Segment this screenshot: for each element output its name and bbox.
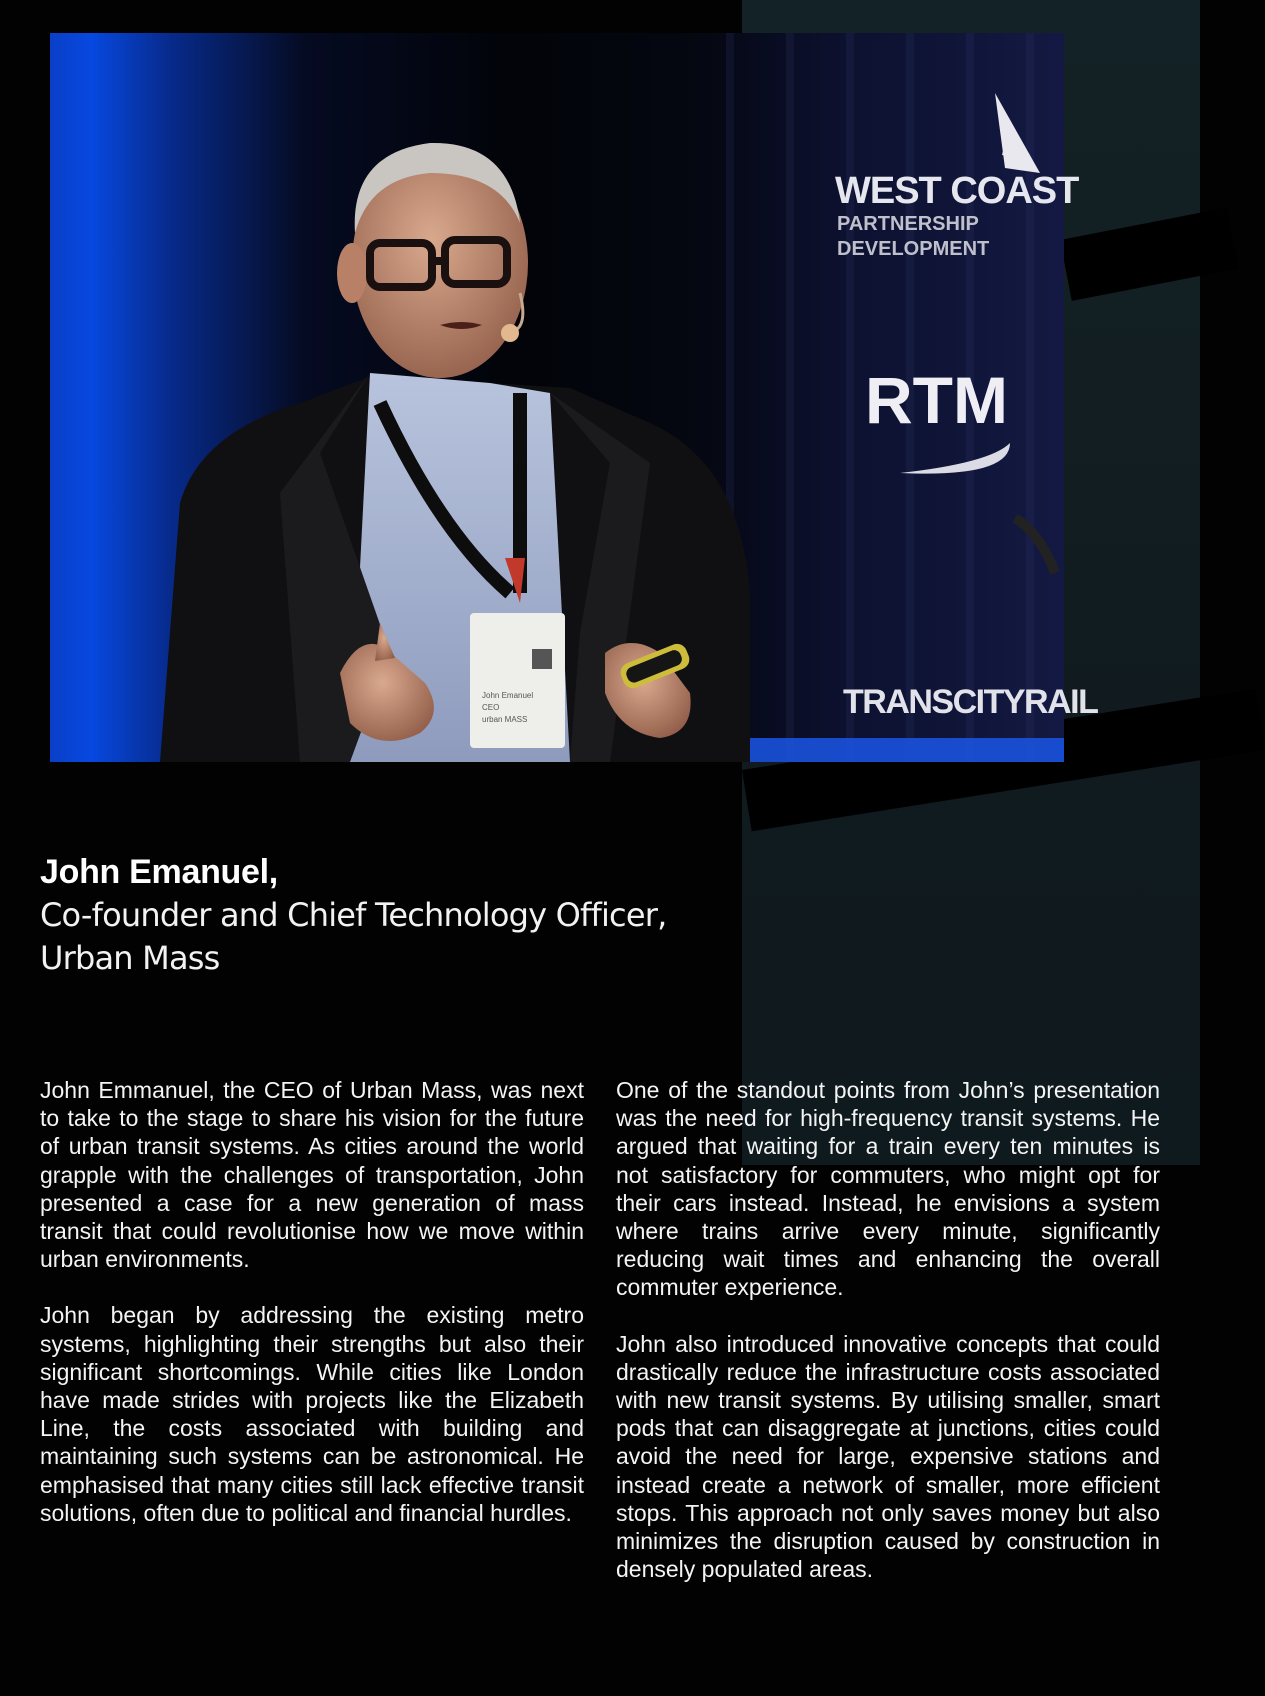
article-column-left <box>40 1076 584 1611</box>
article-paragraph: One of the standout points from John’s presentation was the need for high-frequency transit systems. He argued that waiting for a train every ten minutes is not satisfactory for commuters, who might opt for their cars instead. Instead, he envisions a system where trains arrive every minute, significantly reducing wait times and enhancing the overall commuter experience. <box>616 1077 1160 1301</box>
badge-company: urban MASS <box>482 715 528 724</box>
backdrop-sign-1: WEST COAST <box>835 170 1079 212</box>
name-badge <box>470 613 565 748</box>
article-paragraph: John began by addressing the existing metro systems, highlighting their strengths but also their significant shortcomings. While cities like London have made strides with projects like the Elizabeth Line, the costs associated with building and maintaining such systems can be astronomical. He emphasised that many cities still lack effective transit solutions, often due to political and financial hurdles. <box>40 1302 584 1526</box>
article-paragraph: John Emmanuel, the CEO of Urban Mass, was next to take to the stage to share his vision for the future of urban transit systems. As cities around the world grapple with the challenges of transportation, John presented a case for a new generation of mass transit that could revolutionise how we move within urban environments. <box>40 1077 584 1273</box>
backdrop-sign-2: PARTNERSHIP <box>837 213 979 235</box>
backdrop-sign-4: RTM <box>865 363 1008 437</box>
backdrop-sign-3: DEVELOPMENT <box>837 238 990 260</box>
speaker-caption <box>40 850 740 980</box>
article-paragraph: John also introduced innovative concepts that could drastically reduce the infrastructure costs associated with new transit systems. By utilising smaller, smart pods that can disaggregate at junctions, cities could avoid the need for large, expensive stations and instead create a network of smaller, more efficient stops. This approach not only saves money but also minimizes the disruption caused by construction in densely populated areas. <box>616 1330 1160 1583</box>
backdrop-sign-5: TRANSCITYRAIL <box>843 683 1098 721</box>
speaker-company: Urban Mass <box>40 939 220 977</box>
speaker-photo-illustration <box>50 33 1098 762</box>
article-body <box>40 1076 1160 1611</box>
article-column-right <box>616 1076 1160 1611</box>
badge-title: CEO <box>482 703 500 712</box>
speaker-photo <box>50 33 1098 762</box>
badge-name: John Emanuel <box>482 691 534 700</box>
speaker-role: Co-founder and Chief Technology Officer, <box>40 896 667 934</box>
speaker-name: John Emanuel, <box>40 853 278 891</box>
